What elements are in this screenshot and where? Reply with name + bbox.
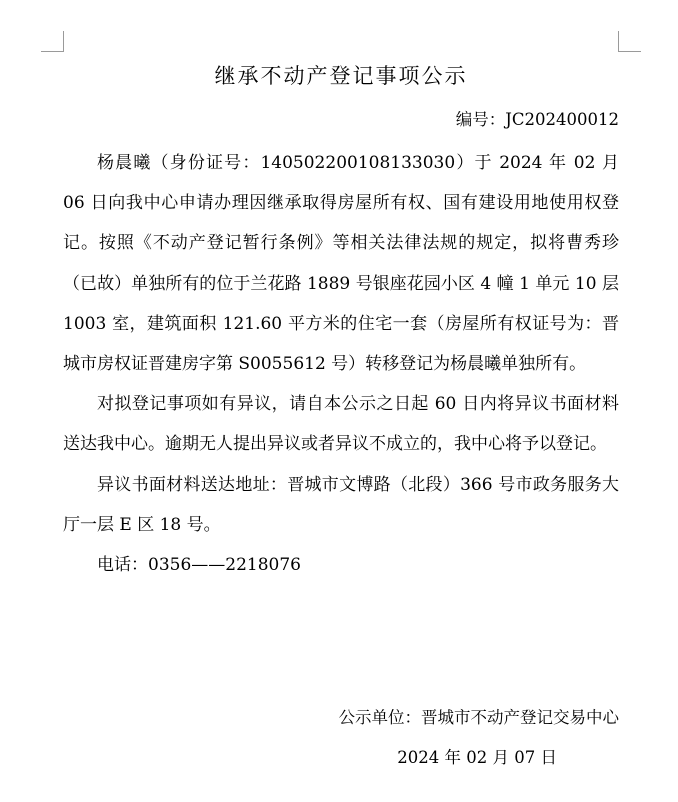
paragraph-objection-notice: 对拟登记事项如有异议，请自本公示之日起 60 日内将异议书面材料送达我中心。逾期无人提出异议或者异议不成立的，我中心将予以登记。 — [63, 394, 619, 455]
issue-date: 2024 年 02 月 07 日 — [397, 748, 557, 767]
paragraph-phone: 电话：0356——2218076 — [97, 555, 301, 576]
page-corner-mark-top-right — [618, 31, 641, 52]
paragraph-application-details: 杨晨曦（身份证号：140502200108133030）于 2024 年 02 月 06 日向我中心申请办理因继承取得房屋所有权、国有建设用地使用权登记。按照《不动产登记暂行条例》等相关法律法规的规定，拟将曹秀珍（已故）单独所有的位于兰花路 1889 号银座花园小区 4 幢 1 单元 10 层 1003 室，建筑面积 121.60 平方米的住宅一套（房屋所有权证号为：晋城市房权证晋建房字第 S0055612 号）转移登记为杨晨曦单独所有。 — [63, 153, 619, 375]
issuing-organization: 公示单位：晋城市不动产登记交易中心 — [338, 708, 619, 727]
page-corner-mark-top-left — [41, 31, 64, 52]
document-title: 继承不动产登记事项公示 — [214, 64, 468, 88]
paragraph-objection-address: 异议书面材料送达地址：晋城市文博路（北段）366 号市政务服务大厅一层 E 区 18 号。 — [63, 474, 619, 535]
document-serial-number: 编号：JC202400012 — [455, 110, 619, 129]
document-body — [63, 143, 619, 585]
